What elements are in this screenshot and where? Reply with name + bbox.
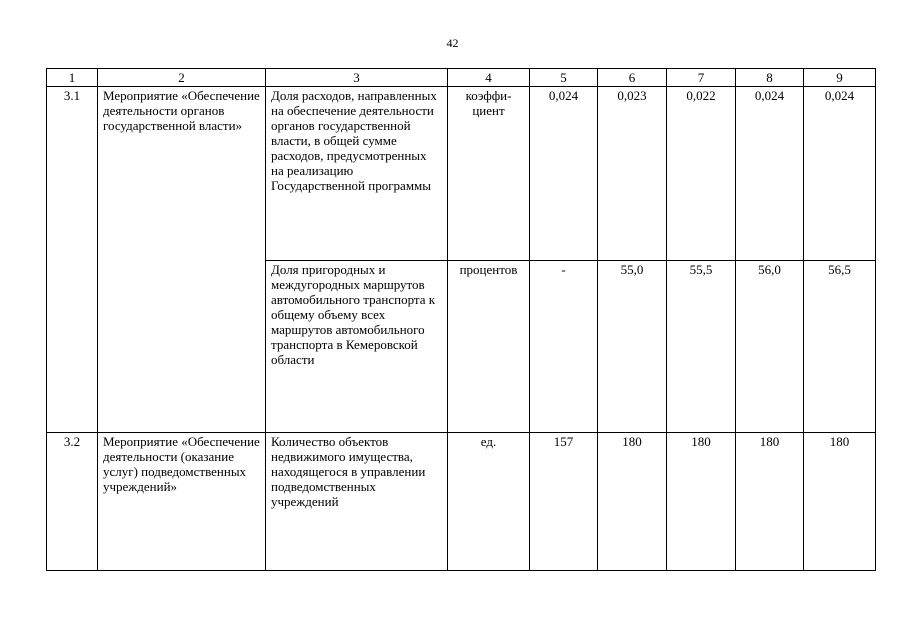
header-cell: 1 [47, 69, 98, 87]
indicator-cell: Количество объектов недвижимого имущества, находящегося в управлении подведомственных учреждений [266, 433, 448, 571]
value-cell: 180 [804, 433, 876, 571]
header-cell: 4 [448, 69, 530, 87]
unit-cell: процентов [448, 261, 530, 433]
row-number-cell: 3.1 [47, 87, 98, 433]
activity-cell: Мероприятие «Обеспечение деятельности органов государственной власти» [98, 87, 266, 433]
value-cell: 180 [667, 433, 736, 571]
unit-cell: коэффи- циент [448, 87, 530, 261]
value-cell: 56,0 [736, 261, 804, 433]
value-cell: 55,5 [667, 261, 736, 433]
value-cell: 0,022 [667, 87, 736, 261]
row-number-cell: 3.2 [47, 433, 98, 571]
table-row [47, 87, 876, 261]
header-cell: 5 [530, 69, 598, 87]
header-cell: 8 [736, 69, 804, 87]
unit-cell: ед. [448, 433, 530, 571]
page-number: 42 [446, 36, 459, 50]
value-cell: 180 [598, 433, 667, 571]
activity-cell: Мероприятие «Обеспечение деятельности (оказание услуг) подведомственных учреждений» [98, 433, 266, 571]
indicator-cell: Доля расходов, направленных на обеспечение деятельности органов государственной власти, в общей сумме расходов, предусмотренных на реализацию Государственной программы [266, 87, 448, 261]
value-cell: - [530, 261, 598, 433]
value-cell: 180 [736, 433, 804, 571]
value-cell: 0,023 [598, 87, 667, 261]
header-cell: 9 [804, 69, 876, 87]
value-cell: 0,024 [736, 87, 804, 261]
header-cell: 6 [598, 69, 667, 87]
value-cell: 55,0 [598, 261, 667, 433]
header-cell: 7 [667, 69, 736, 87]
value-cell: 0,024 [804, 87, 876, 261]
indicators-table [46, 68, 876, 571]
header-cell: 2 [98, 69, 266, 87]
table-header-row [47, 69, 876, 87]
indicator-cell: Доля пригородных и междугородных маршрутов автомобильного транспорта к общему объему всех маршрутов автомобильного транспорта в Кемеровской области [266, 261, 448, 433]
table-row [47, 433, 876, 571]
header-cell: 3 [266, 69, 448, 87]
value-cell: 56,5 [804, 261, 876, 433]
value-cell: 0,024 [530, 87, 598, 261]
value-cell: 157 [530, 433, 598, 571]
